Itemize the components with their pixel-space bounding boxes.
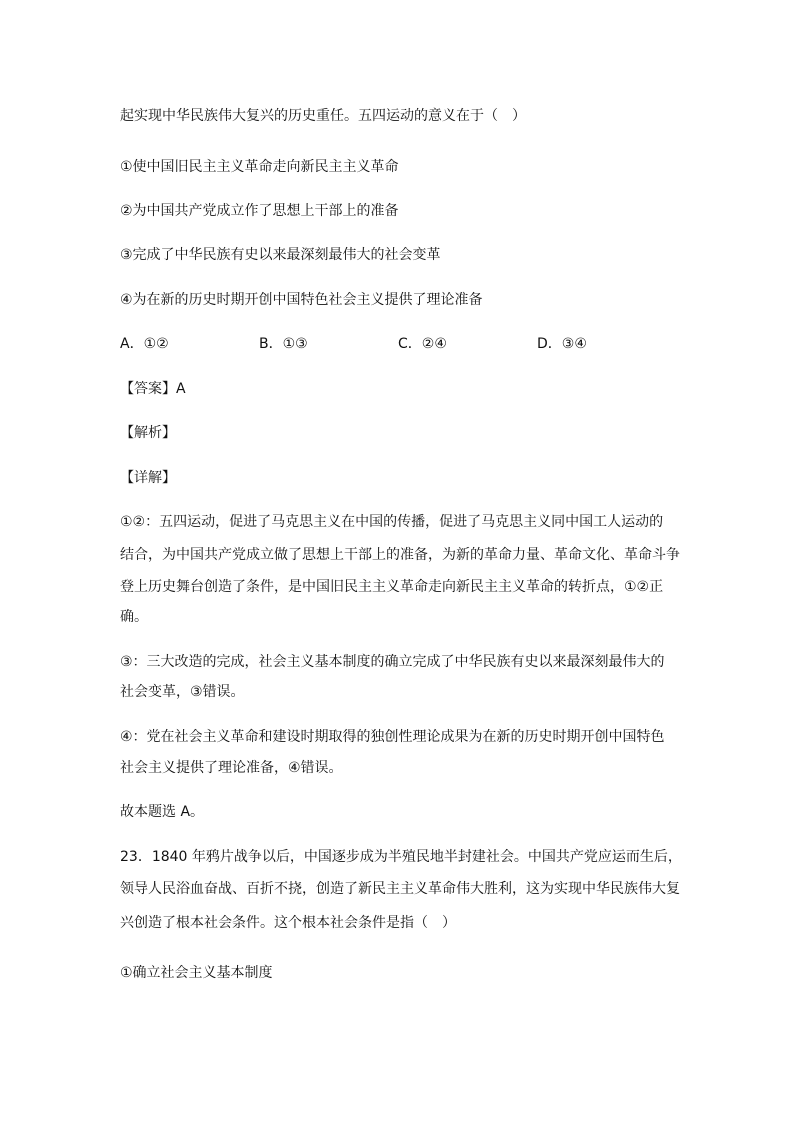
- q22-detail-label: 【详解】: [120, 470, 176, 486]
- q22-stem-tail: 起实现中华民族伟大复兴的历史重任。五四运动的意义在于（ ）: [120, 108, 526, 124]
- q22-item-4: ④为在新的历史时期开创中国特色社会主义提供了理论准备: [120, 292, 483, 308]
- q22-detail-line: ④：党在社会主义革命和建设时期取得的独创性理论成果为在新的历史时期开创中国特色: [120, 729, 665, 745]
- q22-detail-line: ③：三大改造的完成，社会主义基本制度的确立完成了中华民族有史以来最深刻最伟大的: [120, 654, 665, 670]
- q22-detail-line: 社会变革，③错误。: [120, 684, 245, 700]
- q22-item-3: ③完成了中华民族有史以来最深刻最伟大的社会变革: [120, 247, 441, 263]
- q22-answer: 【答案】A: [120, 381, 186, 397]
- q22-analysis-label: 【解析】: [120, 425, 176, 441]
- q22-detail-line: 结合，为中国共产党成立做了思想上干部上的准备，为新的革命力量、革命文化、革命斗争: [120, 547, 680, 563]
- q22-option-d: D．③④: [537, 336, 587, 352]
- q23-stem-line: 领导人民浴血奋战、百折不挠，创造了新民主主义革命伟大胜利，这为实现中华民族伟大复: [120, 881, 680, 897]
- q22-detail-line: 社会主义提供了理论准备，④错误。: [120, 760, 343, 776]
- q22-item-2: ②为中国共产党成立作了思想上干部上的准备: [120, 203, 399, 219]
- q22-option-c: C．②④: [398, 336, 447, 352]
- q22-detail-line: 确。: [120, 609, 148, 625]
- q23-item-1: ①确立社会主义基本制度: [120, 965, 273, 981]
- q22-option-b: B．①③: [259, 336, 308, 352]
- q22-conclusion: 故本题选 A。: [120, 804, 205, 820]
- q22-detail-line: 登上历史舞台创造了条件，是中国旧民主主义革命走向新民主主义革命的转折点，①②正: [120, 579, 664, 595]
- q22-detail-line: ①②：五四运动，促进了马克思主义在中国的传播，促进了马克思主义同中国工人运动的: [120, 514, 664, 530]
- q22-option-a: A．①②: [120, 336, 169, 352]
- q23-stem-line: 兴创造了根本社会条件。这个根本社会条件是指（ ）: [120, 915, 456, 931]
- q23-stem-line: 23．1840 年鸦片战争以后，中国逐步成为半殖民地半封建社会。中国共产党应运而生后，: [120, 849, 682, 865]
- q22-item-1: ①使中国旧民主主义革命走向新民主主义革命: [120, 159, 399, 175]
